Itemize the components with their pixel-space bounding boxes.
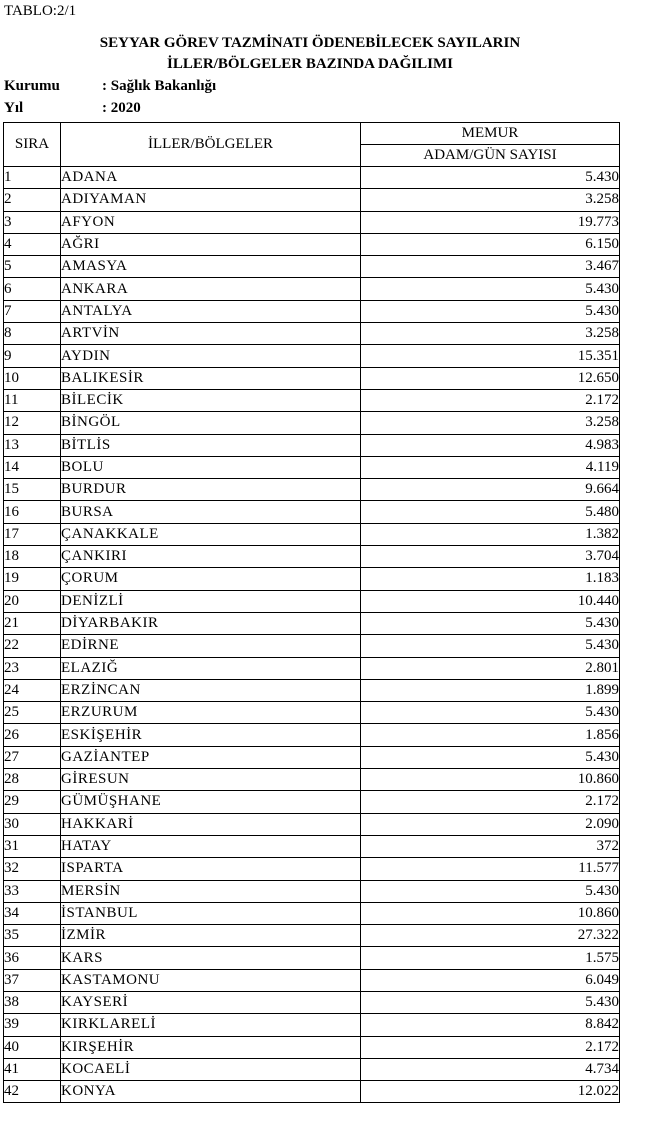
adam-gun-value: 1.856 xyxy=(361,724,620,746)
table-row xyxy=(4,300,620,322)
province-name: KASTAMONU xyxy=(61,969,361,991)
row-number: 32 xyxy=(4,858,61,880)
year-value: : 2020 xyxy=(102,100,141,116)
row-number: 39 xyxy=(4,1014,61,1036)
adam-gun-value: 1.575 xyxy=(361,947,620,969)
table-row xyxy=(4,635,620,657)
adam-gun-value: 27.322 xyxy=(361,925,620,947)
row-number: 41 xyxy=(4,1058,61,1080)
adam-gun-value: 2.801 xyxy=(361,657,620,679)
province-name: ISPARTA xyxy=(61,858,361,880)
province-name: KARS xyxy=(61,947,361,969)
province-name: AYDIN xyxy=(61,345,361,367)
table-row xyxy=(4,925,620,947)
adam-gun-value: 6.150 xyxy=(361,233,620,255)
row-number: 12 xyxy=(4,412,61,434)
document-title-line2: İLLER/BÖLGELER BAZINDA DAĞILIMI xyxy=(167,56,453,72)
adam-gun-value: 2.172 xyxy=(361,389,620,411)
table-row xyxy=(4,791,620,813)
province-name: ADANA xyxy=(61,167,361,189)
table-row xyxy=(4,858,620,880)
adam-gun-value: 2.172 xyxy=(361,1036,620,1058)
row-number: 28 xyxy=(4,769,61,791)
table-body xyxy=(4,167,620,1103)
province-name: BURSA xyxy=(61,501,361,523)
province-name: BİTLİS xyxy=(61,434,361,456)
province-name: BOLU xyxy=(61,456,361,478)
row-number: 15 xyxy=(4,479,61,501)
table-code: TABLO:2/1 xyxy=(4,3,77,19)
province-name: KAYSERİ xyxy=(61,991,361,1013)
row-number: 16 xyxy=(4,501,61,523)
row-number: 31 xyxy=(4,835,61,857)
province-name: ANKARA xyxy=(61,278,361,300)
row-number: 13 xyxy=(4,434,61,456)
province-name: BALIKESİR xyxy=(61,367,361,389)
table-row xyxy=(4,256,620,278)
institution-label: Kurumu xyxy=(4,78,60,94)
adam-gun-value: 5.430 xyxy=(361,635,620,657)
institution-line xyxy=(4,78,216,95)
province-name: AĞRI xyxy=(61,233,361,255)
table-row xyxy=(4,835,620,857)
province-name: ANTALYA xyxy=(61,300,361,322)
row-number: 40 xyxy=(4,1036,61,1058)
adam-gun-value: 5.430 xyxy=(361,612,620,634)
province-name: ERZURUM xyxy=(61,702,361,724)
table-row xyxy=(4,323,620,345)
table-row xyxy=(4,1058,620,1080)
province-name: ADIYAMAN xyxy=(61,189,361,211)
row-number: 35 xyxy=(4,925,61,947)
row-number: 27 xyxy=(4,746,61,768)
adam-gun-value: 10.860 xyxy=(361,769,620,791)
row-number: 10 xyxy=(4,367,61,389)
table-row xyxy=(4,746,620,768)
row-number: 34 xyxy=(4,902,61,924)
table-row xyxy=(4,947,620,969)
table-row xyxy=(4,367,620,389)
row-number: 14 xyxy=(4,456,61,478)
table-row xyxy=(4,679,620,701)
adam-gun-value: 3.258 xyxy=(361,189,620,211)
row-number: 2 xyxy=(4,189,61,211)
adam-gun-value: 6.049 xyxy=(361,969,620,991)
province-name: BİNGÖL xyxy=(61,412,361,434)
table-row xyxy=(4,546,620,568)
adam-gun-value: 12.650 xyxy=(361,367,620,389)
table-row xyxy=(4,724,620,746)
row-number: 38 xyxy=(4,991,61,1013)
province-name: HATAY xyxy=(61,835,361,857)
adam-gun-value: 1.899 xyxy=(361,679,620,701)
row-number: 4 xyxy=(4,233,61,255)
table-row xyxy=(4,211,620,233)
table-row xyxy=(4,345,620,367)
row-number: 1 xyxy=(4,167,61,189)
adam-gun-value: 4.119 xyxy=(361,456,620,478)
row-number: 29 xyxy=(4,791,61,813)
adam-gun-value: 2.172 xyxy=(361,791,620,813)
province-name: İZMİR xyxy=(61,925,361,947)
table-row xyxy=(4,501,620,523)
province-name: DENİZLİ xyxy=(61,590,361,612)
table-row xyxy=(4,523,620,545)
adam-gun-value: 5.430 xyxy=(361,278,620,300)
table-row xyxy=(4,1014,620,1036)
province-name: KOCAELİ xyxy=(61,1058,361,1080)
header-adam-gun: ADAM/GÜN SAYISI xyxy=(361,145,620,167)
province-name: DİYARBAKIR xyxy=(61,612,361,634)
row-number: 30 xyxy=(4,813,61,835)
adam-gun-value: 12.022 xyxy=(361,1081,620,1103)
province-name: ESKİŞEHİR xyxy=(61,724,361,746)
row-number: 8 xyxy=(4,323,61,345)
province-name: BURDUR xyxy=(61,479,361,501)
row-number: 22 xyxy=(4,635,61,657)
row-number: 18 xyxy=(4,546,61,568)
adam-gun-value: 8.842 xyxy=(361,1014,620,1036)
row-number: 17 xyxy=(4,523,61,545)
province-name: AFYON xyxy=(61,211,361,233)
row-number: 42 xyxy=(4,1081,61,1103)
adam-gun-value: 3.467 xyxy=(361,256,620,278)
table-row xyxy=(4,612,620,634)
province-name: GÜMÜŞHANE xyxy=(61,791,361,813)
table-row xyxy=(4,278,620,300)
row-number: 23 xyxy=(4,657,61,679)
adam-gun-value: 15.351 xyxy=(361,345,620,367)
adam-gun-value: 1.183 xyxy=(361,568,620,590)
province-name: ELAZIĞ xyxy=(61,657,361,679)
adam-gun-value: 2.090 xyxy=(361,813,620,835)
adam-gun-value: 4.983 xyxy=(361,434,620,456)
row-number: 19 xyxy=(4,568,61,590)
adam-gun-value: 5.430 xyxy=(361,991,620,1013)
row-number: 21 xyxy=(4,612,61,634)
province-name: MERSİN xyxy=(61,880,361,902)
row-number: 5 xyxy=(4,256,61,278)
row-number: 25 xyxy=(4,702,61,724)
province-name: BİLECİK xyxy=(61,389,361,411)
table-row xyxy=(4,590,620,612)
table-row xyxy=(4,434,620,456)
row-number: 36 xyxy=(4,947,61,969)
province-name: ÇANKIRI xyxy=(61,546,361,568)
row-number: 33 xyxy=(4,880,61,902)
row-number: 26 xyxy=(4,724,61,746)
adam-gun-value: 9.664 xyxy=(361,479,620,501)
table-row xyxy=(4,880,620,902)
table-row xyxy=(4,479,620,501)
table-row xyxy=(4,233,620,255)
adam-gun-value: 3.258 xyxy=(361,412,620,434)
adam-gun-value: 5.430 xyxy=(361,880,620,902)
province-name: HAKKARİ xyxy=(61,813,361,835)
institution-value: : Sağlık Bakanlığı xyxy=(102,78,217,94)
province-name: EDİRNE xyxy=(61,635,361,657)
province-name: ÇORUM xyxy=(61,568,361,590)
province-name: ERZİNCAN xyxy=(61,679,361,701)
adam-gun-value: 5.480 xyxy=(361,501,620,523)
province-name: GİRESUN xyxy=(61,769,361,791)
table-row xyxy=(4,1036,620,1058)
adam-gun-value: 372 xyxy=(361,835,620,857)
adam-gun-value: 19.773 xyxy=(361,211,620,233)
row-number: 24 xyxy=(4,679,61,701)
row-number: 6 xyxy=(4,278,61,300)
table-row xyxy=(4,702,620,724)
adam-gun-value: 5.430 xyxy=(361,746,620,768)
adam-gun-value: 1.382 xyxy=(361,523,620,545)
adam-gun-value: 5.430 xyxy=(361,702,620,724)
table-row xyxy=(4,657,620,679)
year-label: Yıl xyxy=(4,100,24,116)
province-name: GAZİANTEP xyxy=(61,746,361,768)
adam-gun-value: 3.258 xyxy=(361,323,620,345)
row-number: 7 xyxy=(4,300,61,322)
province-name: ÇANAKKALE xyxy=(61,523,361,545)
year-line xyxy=(4,100,141,117)
province-name: ARTVİN xyxy=(61,323,361,345)
table-row xyxy=(4,991,620,1013)
adam-gun-value: 10.860 xyxy=(361,902,620,924)
province-name: KIRKLARELİ xyxy=(61,1014,361,1036)
table-row xyxy=(4,189,620,211)
table-row xyxy=(4,389,620,411)
header-memur: MEMUR xyxy=(361,123,620,145)
table-row xyxy=(4,813,620,835)
adam-gun-value: 10.440 xyxy=(361,590,620,612)
table-row xyxy=(4,412,620,434)
header-iller: İLLER/BÖLGELER xyxy=(61,123,361,167)
table-row xyxy=(4,1081,620,1103)
distribution-table xyxy=(3,122,620,1103)
row-number: 3 xyxy=(4,211,61,233)
adam-gun-value: 5.430 xyxy=(361,300,620,322)
table-row xyxy=(4,568,620,590)
row-number: 9 xyxy=(4,345,61,367)
adam-gun-value: 5.430 xyxy=(361,167,620,189)
province-name: İSTANBUL xyxy=(61,902,361,924)
row-number: 20 xyxy=(4,590,61,612)
row-number: 37 xyxy=(4,969,61,991)
table-row xyxy=(4,969,620,991)
province-name: KIRŞEHİR xyxy=(61,1036,361,1058)
row-number: 11 xyxy=(4,389,61,411)
table-row xyxy=(4,167,620,189)
adam-gun-value: 11.577 xyxy=(361,858,620,880)
header-sira: SIRA xyxy=(4,123,61,167)
adam-gun-value: 4.734 xyxy=(361,1058,620,1080)
province-name: AMASYA xyxy=(61,256,361,278)
document-title-line1: SEYYAR GÖREV TAZMİNATI ÖDENEBİLECEK SAYILARIN xyxy=(99,35,521,51)
table-row xyxy=(4,769,620,791)
table-row xyxy=(4,902,620,924)
adam-gun-value: 3.704 xyxy=(361,546,620,568)
province-name: KONYA xyxy=(61,1081,361,1103)
table-row xyxy=(4,456,620,478)
